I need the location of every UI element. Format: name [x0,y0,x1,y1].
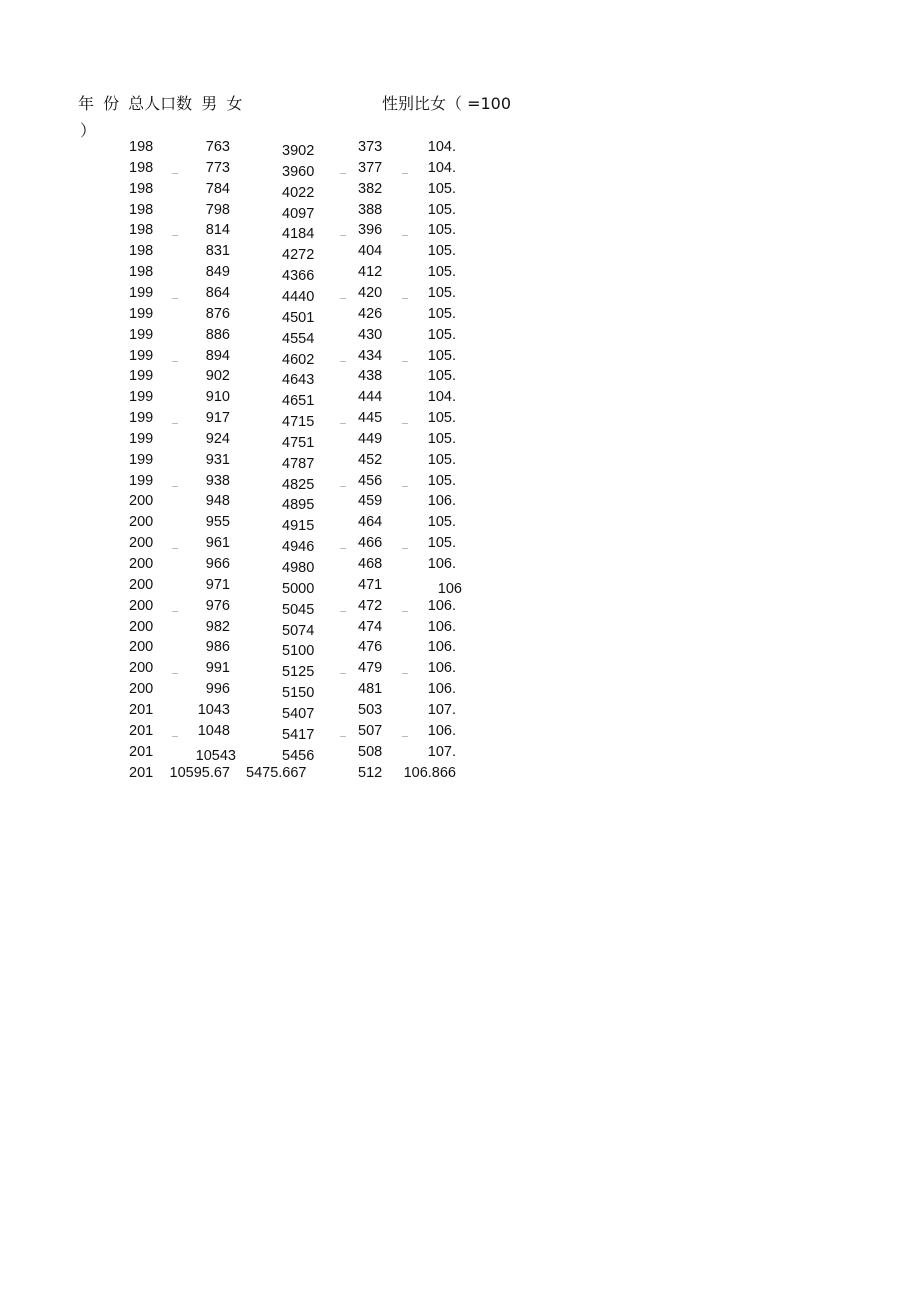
male-population-cell: 4946 [282,539,315,556]
sex-ratio-cell: 106. [427,722,456,739]
female-population-cell: 449 [358,430,383,447]
sex-ratio-cell: 106.866 [403,764,456,781]
female-population-cell: 373 [358,139,383,155]
sex-ratio-cell: 106. [427,660,456,677]
year-cell: 199 [129,472,154,489]
table-row [0,535,920,556]
male-population-cell: 4440 [282,288,315,305]
cell-border-mark [172,298,178,299]
female-population-cell: 438 [358,368,383,385]
year-cell: 198 [129,159,154,176]
female-population-cell: 471 [358,576,383,593]
female-population-cell: 472 [358,597,383,614]
sex-ratio-cell: 105. [427,430,456,447]
sex-ratio-cell: 104. [427,159,456,176]
cell-border-mark [340,736,346,737]
table-row [0,348,920,369]
table-row [0,598,920,619]
male-population-cell: 4895 [282,497,315,514]
sex-ratio-cell: 105. [427,514,456,531]
total-population-cell: 982 [205,618,230,635]
year-cell: 199 [129,430,154,447]
cell-border-mark [402,235,408,236]
total-population-cell: 886 [205,326,230,343]
female-population-cell: 466 [358,535,383,552]
male-population-cell: 4022 [282,184,315,201]
male-population-cell: 4184 [282,226,315,243]
total-population-cell: 849 [205,264,230,281]
sex-ratio-cell: 105. [427,368,456,385]
table-row [0,139,920,160]
year-cell: 200 [129,535,154,552]
cell-border-mark [172,486,178,487]
male-population-cell: 4715 [282,414,315,431]
cell-border-mark [402,486,408,487]
male-population-cell: 4915 [282,518,315,535]
male-population-cell: 4272 [282,247,315,264]
female-population-cell: 444 [358,389,383,406]
male-population-cell: 4751 [282,434,315,451]
table-row [0,389,920,410]
table-row [0,368,920,389]
female-population-cell: 464 [358,514,383,531]
sex-ratio-cell: 106. [427,618,456,635]
table-row [0,285,920,306]
table-row [0,452,920,473]
cell-border-mark [340,235,346,236]
table-row [0,327,920,348]
cell-border-mark [172,423,178,424]
cell-border-mark [172,673,178,674]
cell-border-mark [340,361,346,362]
cell-border-mark [340,298,346,299]
male-population-cell: 5125 [282,664,315,681]
table-row [0,702,920,723]
female-population-cell: 512 [358,764,383,781]
total-population-cell: 931 [205,451,230,468]
total-population-cell: 991 [205,660,230,677]
year-cell: 198 [129,264,154,281]
year-cell: 199 [129,368,154,385]
table-row [0,431,920,452]
year-cell: 200 [129,639,154,656]
sex-ratio-cell: 106. [427,556,456,572]
year-cell: 200 [129,681,154,698]
sex-ratio-cell: 106. [427,639,456,656]
male-population-cell: 4787 [282,455,315,472]
year-cell: 199 [129,347,154,364]
male-population-cell: 4643 [282,372,315,389]
total-population-cell: 976 [205,597,230,614]
female-population-cell: 426 [358,305,383,322]
cell-border-mark [340,486,346,487]
female-population-cell: 459 [358,493,383,510]
total-population-cell: 773 [205,159,230,176]
cell-border-mark [402,736,408,737]
table-row [0,181,920,202]
year-cell: 201 [129,743,154,760]
total-population-cell: 814 [205,222,230,239]
table-row [0,410,920,431]
table-row [0,577,920,598]
sex-ratio-cell: 104. [427,389,456,406]
table-row [0,556,920,577]
year-cell: 198 [129,201,154,218]
total-population-cell: 894 [205,347,230,364]
male-population-cell: 4602 [282,351,315,368]
total-population-cell: 924 [205,430,230,447]
total-population-cell: 996 [205,681,230,698]
table-row [0,639,920,660]
cell-border-mark [402,298,408,299]
sex-ratio-cell: 105. [427,243,456,260]
sex-ratio-cell: 104. [427,139,456,155]
year-cell: 200 [129,514,154,531]
sex-ratio-cell: 105. [427,347,456,364]
cell-border-mark [402,548,408,549]
cell-border-mark [172,611,178,612]
year-cell: 198 [129,222,154,239]
sex-ratio-cell: 106. [427,493,456,510]
male-population-cell: 5417 [282,726,315,743]
total-population-cell: 948 [205,493,230,510]
sex-ratio-cell: 105. [427,535,456,552]
table-row [0,514,920,535]
cell-border-mark [402,173,408,174]
year-cell: 199 [129,305,154,322]
female-population-cell: 507 [358,722,383,739]
male-population-cell: 5407 [282,705,315,722]
cell-border-mark [172,361,178,362]
year-cell: 199 [129,284,154,301]
table-row [0,222,920,243]
year-cell: 201 [129,701,154,718]
female-population-cell: 445 [358,410,383,427]
cell-border-mark [402,361,408,362]
sex-ratio-cell: 106. [427,681,456,698]
year-cell: 198 [129,180,154,197]
female-population-cell: 468 [358,556,383,572]
male-population-cell: 5045 [282,601,315,618]
total-population-cell: 966 [205,556,230,572]
female-population-cell: 474 [358,618,383,635]
header-closing-paren: ） [80,121,97,140]
total-population-cell: 902 [205,368,230,385]
year-cell: 200 [129,576,154,593]
sex-ratio-cell: 106. [427,597,456,614]
table-row [0,681,920,702]
total-population-cell: 864 [205,284,230,301]
female-population-cell: 377 [358,159,383,176]
total-population-cell: 1048 [197,722,230,739]
header-left-labels: 年 份 总人口数 男 女 [78,94,243,113]
total-population-cell: 763 [205,139,230,155]
male-population-cell: 4501 [282,309,315,326]
female-population-cell: 456 [358,472,383,489]
female-population-cell: 396 [358,222,383,239]
sex-ratio-cell: 105. [427,326,456,343]
cell-border-mark [402,673,408,674]
year-cell: 200 [129,493,154,510]
table-row [0,264,920,285]
sex-ratio-cell: 107. [427,701,456,718]
male-population-cell: 4651 [282,393,315,410]
table-row [0,765,920,786]
sex-ratio-cell: 107. [427,743,456,760]
year-cell: 199 [129,451,154,468]
male-population-cell: 5150 [282,685,315,702]
sex-ratio-cell: 105. [427,284,456,301]
female-population-cell: 430 [358,326,383,343]
cell-border-mark [340,611,346,612]
male-population-cell: 5475.667 [246,764,307,781]
total-population-cell: 831 [205,243,230,260]
total-population-cell: 784 [205,180,230,197]
cell-border-mark [340,548,346,549]
sex-ratio-cell: 106 [437,580,462,597]
female-population-cell: 479 [358,660,383,677]
table-row [0,660,920,681]
total-population-cell: 910 [205,389,230,406]
table-row [0,723,920,744]
sex-ratio-cell: 105. [427,222,456,239]
male-population-cell: 3960 [282,163,315,180]
table-row [0,619,920,640]
male-population-cell: 4980 [282,560,315,576]
male-population-cell: 5456 [282,747,315,764]
female-population-cell: 481 [358,681,383,698]
sex-ratio-cell: 105. [427,201,456,218]
total-population-cell: 938 [205,472,230,489]
year-cell: 199 [129,389,154,406]
sex-ratio-cell: 105. [427,180,456,197]
sex-ratio-cell: 105. [427,264,456,281]
cell-border-mark [172,548,178,549]
total-population-cell: 1043 [197,701,230,718]
sex-ratio-cell: 105. [427,472,456,489]
female-population-cell: 503 [358,701,383,718]
female-population-cell: 420 [358,284,383,301]
female-population-cell: 434 [358,347,383,364]
table-row [0,202,920,223]
table-row [0,160,920,181]
year-cell: 198 [129,243,154,260]
male-population-cell: 3902 [282,143,315,159]
female-population-cell: 508 [358,743,383,760]
male-population-cell: 4366 [282,268,315,285]
male-population-cell: 5100 [282,643,315,660]
sex-ratio-cell: 105. [427,410,456,427]
total-population-cell: 961 [205,535,230,552]
year-cell: 199 [129,410,154,427]
header-sex-ratio-label: 性别比女（ =100 [382,94,512,113]
cell-border-mark [172,235,178,236]
total-population-cell: 10595.67 [169,764,230,781]
total-population-cell: 876 [205,305,230,322]
male-population-cell: 5074 [282,622,315,639]
total-population-cell: 798 [205,201,230,218]
year-cell: 200 [129,660,154,677]
cell-border-mark [172,173,178,174]
year-cell: 201 [129,722,154,739]
sex-ratio-cell: 105. [427,305,456,322]
female-population-cell: 404 [358,243,383,260]
year-cell: 198 [129,139,154,155]
cell-border-mark [402,611,408,612]
cell-border-mark [340,423,346,424]
total-population-cell: 971 [205,576,230,593]
table-row [0,306,920,327]
table-row [0,493,920,514]
total-population-cell: 986 [205,639,230,656]
female-population-cell: 476 [358,639,383,656]
table-row [0,243,920,264]
year-cell: 200 [129,597,154,614]
total-population-cell: 955 [205,514,230,531]
year-cell: 200 [129,556,154,572]
male-population-cell: 5000 [282,580,315,597]
female-population-cell: 382 [358,180,383,197]
table-row [0,473,920,494]
female-population-cell: 452 [358,451,383,468]
total-population-cell: 917 [205,410,230,427]
sex-ratio-cell: 105. [427,451,456,468]
male-population-cell: 4097 [282,205,315,222]
cell-border-mark [340,673,346,674]
cell-border-mark [340,173,346,174]
male-population-cell: 4554 [282,330,315,347]
female-population-cell: 412 [358,264,383,281]
total-population-cell: 10543 [195,747,236,764]
male-population-cell: 4825 [282,476,315,493]
year-cell: 200 [129,618,154,635]
table-row [0,744,920,765]
cell-border-mark [172,736,178,737]
cell-border-mark [402,423,408,424]
year-cell: 201 [129,764,154,781]
female-population-cell: 388 [358,201,383,218]
year-cell: 199 [129,326,154,343]
